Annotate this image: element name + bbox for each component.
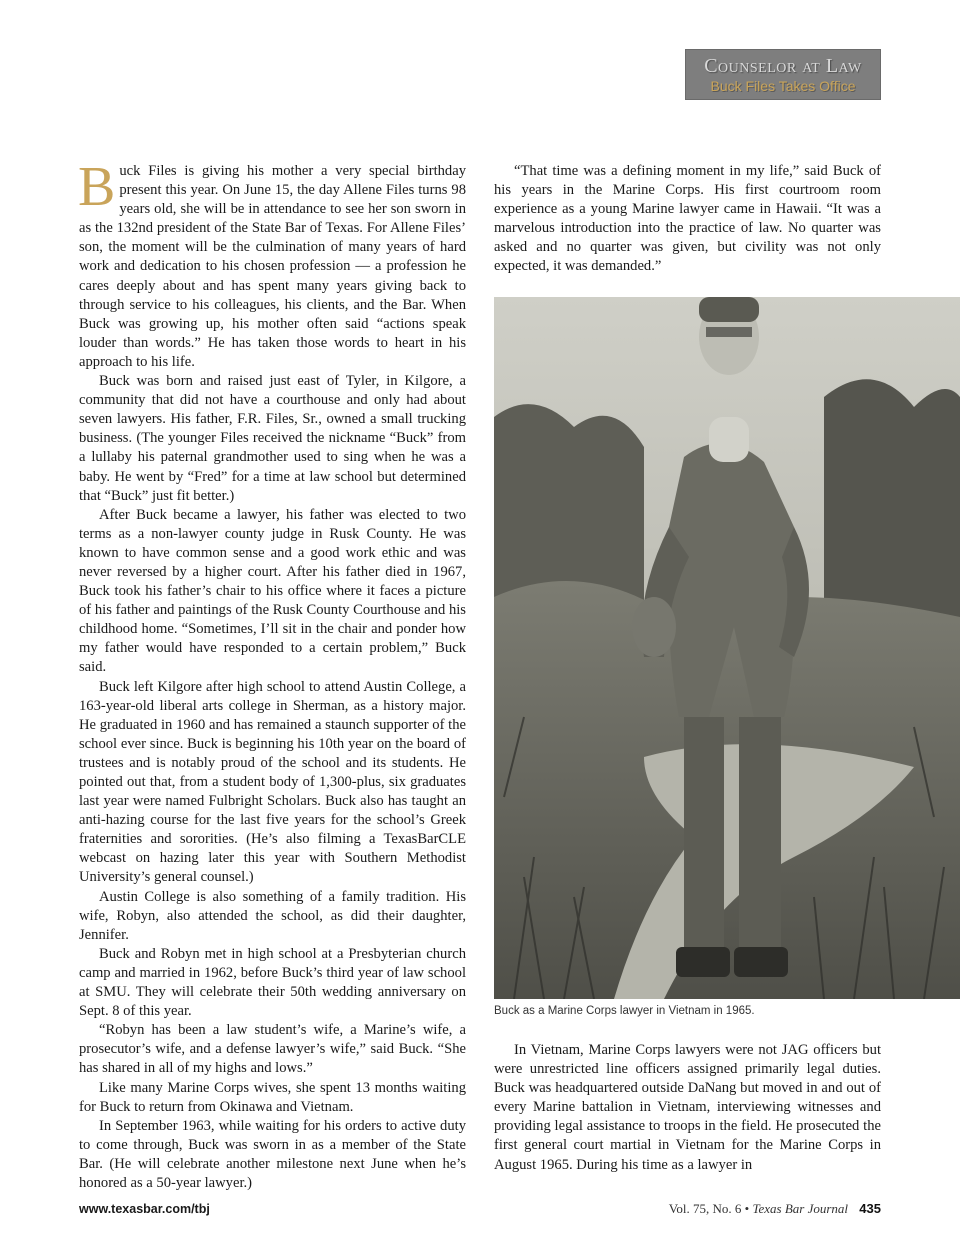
footer-issue	[669, 1201, 881, 1217]
article-column-right-top	[494, 162, 881, 277]
paragraph-6: Buck and Robyn met in high school at a Presbyterian church camp and married in 1962, before Buck’s third year of law school at SMU. They will celebrate their 50th wedding anniversary on Sept. 8 of this year.	[79, 945, 466, 1020]
paragraph-vietnam: In Vietnam, Marine Corps lawyers were not JAG officers but were unrestricted line officers assigned primarily legal duties. Buck was headquartered outside DaNang but moved in and out of every Marine battalion in Vietnam, interviewing witnesses and providing legal assistance to troops in the field. He prosecuted the first general court martial in Vietnam for the Marine Corps in August 1965. During his time as a lawyer in	[494, 1042, 881, 1173]
paragraph-1: Buck Files is giving his mother a very special birthday present this year. On June 15, the day Allene Files turns 98 years old, she will be in attendance to see her son sworn in as the 132nd president of the State Bar of Texas. For Allene Files’ son, the moment will be the culmination of many years of hard work and dedication to his chosen profession — a profession he cares deeply about and has spent many years giving back to through service to his colleagues, his clients, and the Bar. When Buck was growing up, his mother often said “actions speak louder than words.” He has taken those words to heart in his approach to his life.	[78, 156, 466, 370]
paragraph-8: Like many Marine Corps wives, she spent 13 months waiting for Buck to return from Okinawa and Vietnam.	[79, 1079, 466, 1115]
photo-caption: Buck as a Marine Corps lawyer in Vietnam in 1965.	[494, 1005, 755, 1017]
footer-url[interactable]: www.texasbar.com/tbj	[79, 1202, 210, 1216]
paragraph-9: In September 1963, while waiting for his orders to active duty to come through, Buck was sworn in as a member of the State Bar. (He will celebrate another milestone next June when he’s honored as a 50-year lawyer.)	[79, 1117, 466, 1191]
paragraph-quote: “That time was a defining moment in my life,” said Buck of his years in the Marine Corps. His first courtroom room experience as a young Marine lawyer came in Hawaii. “It was a marvelous introduction into the practice of law. No quarter was asked and no quarter was given, but civility was not only expected, it was demanded.”	[494, 163, 881, 275]
photo-illustration	[494, 297, 960, 999]
paragraph-7: “Robyn has been a law student’s wife, a Marine’s wife, a prosecutor’s wife, and a defense lawyer’s wife,” said Buck. “She has shared in all of my highs and lows.”	[79, 1022, 466, 1077]
article-column-left	[78, 156, 466, 1193]
paragraph-2: Buck was born and raised just east of Tyler, in Kilgore, a community that did not have a courthouse and only had about seven lawyers. His father, F.R. Files, Sr., owned a small trucking business. (The younger Files received the nickname “Buck” from a lullaby his paternal grandmother used to sing when he was a baby. He went by “Fred” for a time at law school but determined that “Buck” just fit better.)	[79, 373, 466, 504]
footer-volume: Vol. 75, No. 6	[668, 1201, 742, 1216]
article-column-right-bottom	[494, 1041, 881, 1175]
section-title: Counselor at Law	[704, 55, 862, 77]
paragraph-5: Austin College is also something of a family tradition. His wife, Robyn, also attended the school, as did their daughter, Jennifer.	[79, 888, 466, 943]
drop-cap: B	[78, 156, 116, 218]
footer-bullet: •	[744, 1201, 750, 1216]
paragraph-3: After Buck became a lawyer, his father was elected to two terms as a non-lawyer county judge in Rusk County. He was known to have common sense and a good work ethic and was never reversed by a higher court. After his father died in 1967, Buck took his father’s chair to his office where it faces a picture of his father and paintings of the Rusk County Courthouse and his childhood home. “Sometimes, I’ll sit in the chair and ponder how my father would have responded to a certain problem,” Buck said.	[79, 506, 466, 676]
vietnam-photo	[494, 297, 960, 999]
page-number: 435	[859, 1201, 881, 1216]
footer-journal: Texas Bar Journal	[752, 1201, 849, 1216]
section-header	[685, 49, 881, 100]
paragraph-4: Buck left Kilgore after high school to attend Austin College, a 163-year-old liberal arts college in Sherman, as a history major. He graduated in 1960 and has remained a staunch supporter of the school ever since. Buck is beginning his 10th year on the board of trustees and is notably proud of the school and its students. He pointed out that, from a student body of 1,300-plus, six graduates last year were named Fulbright Scholars. Buck also has taught an anti-hazing course for the last five years for the school’s Greek fraternities and sororities. (He’s also filming a TexasBarCLE webcast on hazing later this year with Southern Methodist University’s general counsel.)	[79, 678, 466, 886]
section-subtitle: Buck Files Takes Office	[710, 78, 856, 94]
